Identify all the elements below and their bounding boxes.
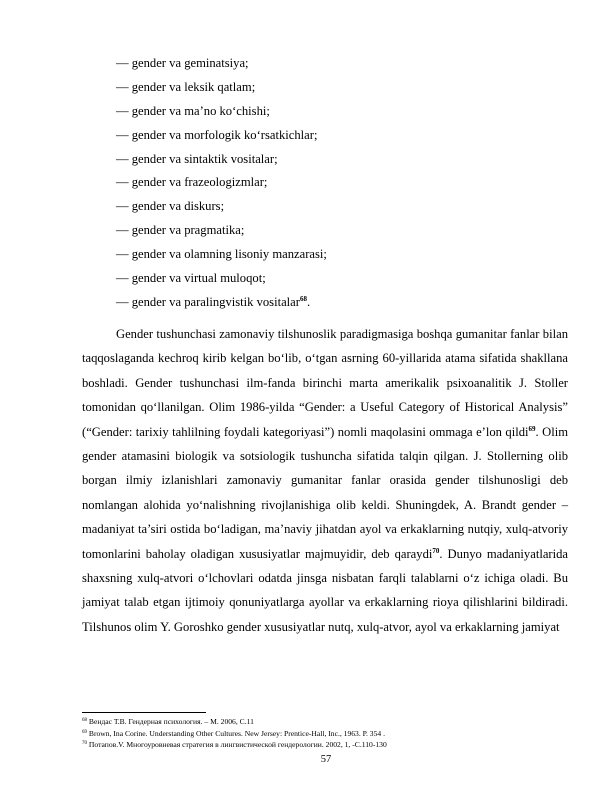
footnote-text: Brown, Ina Corine. Understanding Other Cultures. New Jersey: Prentice-Hall, Inc., 1963. P. 354 . bbox=[87, 728, 385, 738]
list-item-text: — gender va diskurs; bbox=[116, 199, 225, 214]
page-number: 57 bbox=[320, 754, 332, 765]
paragraph-text: . Olim gender atamasini biologik va sotsiologik tushuncha sifatida talqin qilgan. J. Stollerning olib borgan ilmiy izlanishlari zamonaviy gumanitar fanlar orasida gender tilshunosligi deb nomlangan alohida yo‘nalishning rivojlanishiga olib keldi. Shuningdek, A. Brandt gender – madaniyat ta’siri ostida bo‘ladigan, ma’naviy jihatdan ayol va erkaklarning nutqiy, xulq-atvoriy tomonlarini baholay oladigan xususiyatlar majmuyidir, deb qaraydi bbox=[82, 424, 568, 561]
list-item bbox=[116, 267, 572, 291]
footnote-reference[interactable]: 69 bbox=[528, 424, 536, 433]
list-item-text: — gender va pragmatika; bbox=[116, 223, 245, 238]
list-item-text: — gender va ma’no ko‘chishi; bbox=[116, 103, 270, 118]
list-item-text: — gender va virtual muloqot; bbox=[116, 271, 266, 286]
paragraph bbox=[82, 322, 568, 639]
body-text bbox=[82, 322, 568, 639]
list-item bbox=[116, 52, 572, 76]
paragraph-text: Gender tushunchasi zamonaviy tilshunoslik paradigmasiga boshqa gumanitar fanlar bilan taqqoslaganda kechroq kirib kelgan bo‘lib, o‘tgan asrning 60-yillarida atama sifatida shakllana boshladi. Gender tushunchasi ilm-fanda birinchi marta amerikalik psixoanalitik J. Stoller tomonidan qo‘llanilgan. Olim 1986-yilda “Gender: a Useful Category of Historical Analysis” (“Gender: tarixiy tahlilning foydali kategoriyasi”) nomli maqolasini ommaga e’lon qildi bbox=[82, 327, 568, 439]
list-item bbox=[116, 124, 572, 148]
paragraph-text: . Dunyo madaniyatlarida shaxsning xulq-atvori o‘lchovlari odatda jinsga nisbatan farqli talablarni o‘z ichiga oladi. Bu jamiyat talab etgan ijtimoiy qonuniyatlarga ayollar va erkaklarning rioya qilishlarini bildiradi. Tilshunos olim Y. Goroshko gender xususiyatlar nutq, xulq-atvor, ayol va erkaklarning jamiyat bbox=[82, 546, 568, 634]
footnote bbox=[82, 739, 572, 751]
list-item-text: — gender va geminatsiya; bbox=[116, 56, 249, 70]
list-item-text: — gender va leksik qatlam; bbox=[116, 79, 256, 94]
footnote-reference[interactable]: 68 bbox=[299, 294, 307, 303]
footnote bbox=[82, 728, 572, 740]
footnote-number: 69 bbox=[82, 729, 87, 735]
list-item bbox=[116, 76, 572, 100]
footnote bbox=[82, 716, 572, 728]
list-item bbox=[116, 219, 572, 243]
footnote-text: Вендас Т.В. Гендерная психология. – М. 2006, С.11 bbox=[87, 717, 254, 726]
footnote-reference[interactable]: 70 bbox=[432, 546, 440, 555]
footnotes bbox=[82, 716, 572, 751]
list-item-text: — gender va morfologik ko‘rsatkichlar; bbox=[116, 127, 318, 142]
list-item bbox=[116, 195, 572, 219]
list-item bbox=[116, 148, 572, 172]
list-item-text: — gender va frazeologizmlar; bbox=[116, 175, 268, 190]
list-item bbox=[116, 291, 572, 315]
list-item-end: . bbox=[306, 294, 311, 309]
list-item bbox=[116, 171, 572, 195]
footnote-divider bbox=[82, 712, 206, 713]
footnote-number: 68 bbox=[82, 718, 87, 723]
footnote-number: 70 bbox=[82, 741, 87, 747]
list-item-text: — gender va olamning lisoniy manzarasi; bbox=[116, 247, 327, 262]
list-item bbox=[116, 243, 572, 267]
footnote-text: Потапов.V. Многоуровневая стратегия в лингвистической гендерологии. 2002, 1, -С.110-130 bbox=[87, 740, 387, 750]
list-item-text: — gender va paralingvistik vositalar bbox=[116, 294, 300, 309]
list-item bbox=[116, 100, 572, 124]
list-item-text: — gender va sintaktik vositalar; bbox=[116, 151, 278, 166]
gender-topic-list bbox=[116, 52, 572, 315]
